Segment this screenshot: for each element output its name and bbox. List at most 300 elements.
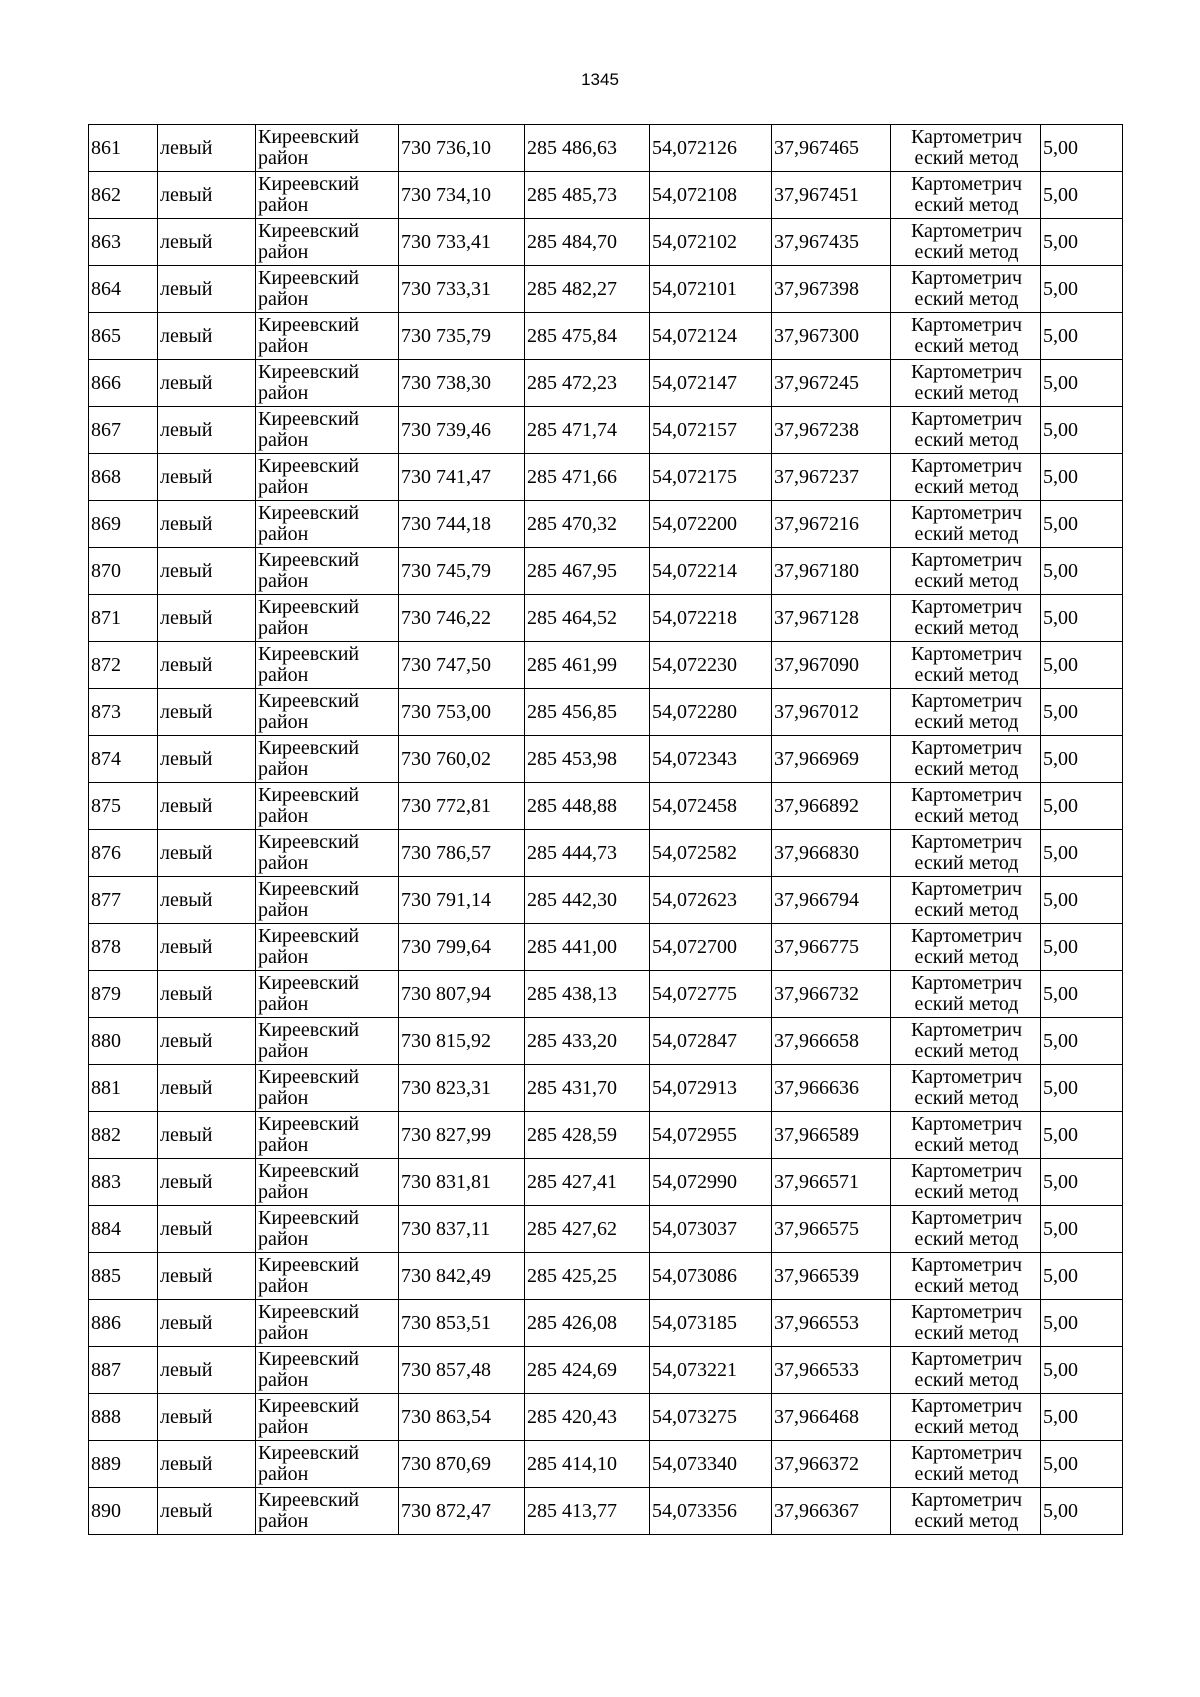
method-cell	[891, 1441, 1041, 1488]
method-line-1: Картометрич	[910, 737, 1023, 759]
method-cell	[891, 689, 1041, 736]
table-row	[89, 266, 1123, 313]
method-line-2: еский метод	[914, 241, 1019, 263]
district-line-1: Киреевский	[258, 502, 360, 524]
y-coordinate-cell: 285 427,62	[525, 1206, 650, 1253]
district-cell	[256, 313, 399, 360]
latitude-cell: 54,072343	[650, 736, 772, 783]
x-coordinate-cell: 730 744,18	[399, 501, 525, 548]
point-number-cell: 868	[89, 454, 158, 501]
point-number-cell: 865	[89, 313, 158, 360]
method-line-2: еский метод	[914, 758, 1019, 780]
x-coordinate-cell: 730 746,22	[399, 595, 525, 642]
method-cell	[891, 1112, 1041, 1159]
point-number-cell: 862	[89, 172, 158, 219]
district-line-2: район	[258, 1275, 309, 1297]
longitude-cell: 37,966775	[772, 924, 891, 971]
table-row	[89, 548, 1123, 595]
latitude-cell: 54,072847	[650, 1018, 772, 1065]
method-line-1: Картометрич	[910, 1489, 1023, 1511]
longitude-cell: 37,967435	[772, 219, 891, 266]
accuracy-cell: 5,00	[1041, 1441, 1123, 1488]
district-line-2: район	[258, 147, 309, 169]
latitude-cell: 54,072955	[650, 1112, 772, 1159]
latitude-cell: 54,073185	[650, 1300, 772, 1347]
district-line-2: район	[258, 946, 309, 968]
table-row	[89, 172, 1123, 219]
bank-side-cell: левый	[158, 689, 256, 736]
y-coordinate-cell: 285 441,00	[525, 924, 650, 971]
point-number-cell: 884	[89, 1206, 158, 1253]
x-coordinate-cell: 730 872,47	[399, 1488, 525, 1535]
district-line-1: Киреевский	[258, 173, 360, 195]
x-coordinate-cell: 730 827,99	[399, 1112, 525, 1159]
table-row	[89, 783, 1123, 830]
district-line-1: Киреевский	[258, 972, 360, 994]
y-coordinate-cell: 285 471,74	[525, 407, 650, 454]
district-line-1: Киреевский	[258, 1301, 360, 1323]
district-line-2: район	[258, 1510, 309, 1532]
district-line-1: Киреевский	[258, 1066, 360, 1088]
method-line-1: Картометрич	[910, 972, 1023, 994]
longitude-cell: 37,967238	[772, 407, 891, 454]
method-line-2: еский метод	[914, 335, 1019, 357]
district-line-2: район	[258, 523, 309, 545]
district-cell	[256, 1347, 399, 1394]
district-cell	[256, 1206, 399, 1253]
bank-side-cell: левый	[158, 1300, 256, 1347]
point-number-cell: 867	[89, 407, 158, 454]
bank-side-cell: левый	[158, 783, 256, 830]
method-line-2: еский метод	[914, 993, 1019, 1015]
method-cell	[891, 266, 1041, 313]
method-line-1: Картометрич	[910, 549, 1023, 571]
district-line-2: район	[258, 288, 309, 310]
table-row	[89, 1018, 1123, 1065]
district-cell	[256, 1253, 399, 1300]
point-number-cell: 878	[89, 924, 158, 971]
y-coordinate-cell: 285 428,59	[525, 1112, 650, 1159]
accuracy-cell: 5,00	[1041, 1253, 1123, 1300]
method-line-1: Картометрич	[910, 1395, 1023, 1417]
longitude-cell: 37,966468	[772, 1394, 891, 1441]
table-row	[89, 1253, 1123, 1300]
method-cell	[891, 1253, 1041, 1300]
district-line-2: район	[258, 1134, 309, 1156]
table-row	[89, 595, 1123, 642]
district-line-2: район	[258, 1181, 309, 1203]
x-coordinate-cell: 730 753,00	[399, 689, 525, 736]
district-cell	[256, 1488, 399, 1535]
method-cell	[891, 548, 1041, 595]
district-line-1: Киреевский	[258, 408, 360, 430]
accuracy-cell: 5,00	[1041, 501, 1123, 548]
method-line-2: еский метод	[914, 1416, 1019, 1438]
accuracy-cell: 5,00	[1041, 1206, 1123, 1253]
method-line-1: Картометрич	[910, 1113, 1023, 1135]
x-coordinate-cell: 730 823,31	[399, 1065, 525, 1112]
method-line-1: Картометрич	[910, 1348, 1023, 1370]
point-number-cell: 874	[89, 736, 158, 783]
district-cell	[256, 1441, 399, 1488]
coordinates-table	[88, 124, 1123, 1535]
district-line-2: район	[258, 993, 309, 1015]
longitude-cell: 37,967237	[772, 454, 891, 501]
table-row	[89, 1488, 1123, 1535]
method-line-2: еский метод	[914, 664, 1019, 686]
y-coordinate-cell: 285 472,23	[525, 360, 650, 407]
point-number-cell: 877	[89, 877, 158, 924]
method-line-1: Картометрич	[910, 1442, 1023, 1464]
bank-side-cell: левый	[158, 172, 256, 219]
x-coordinate-cell: 730 741,47	[399, 454, 525, 501]
x-coordinate-cell: 730 799,64	[399, 924, 525, 971]
district-cell	[256, 877, 399, 924]
district-line-1: Киреевский	[258, 455, 360, 477]
x-coordinate-cell: 730 745,79	[399, 548, 525, 595]
table-row	[89, 501, 1123, 548]
accuracy-cell: 5,00	[1041, 830, 1123, 877]
y-coordinate-cell: 285 486,63	[525, 125, 650, 172]
method-cell	[891, 830, 1041, 877]
district-line-2: район	[258, 1087, 309, 1109]
method-line-1: Картометрич	[910, 1066, 1023, 1088]
latitude-cell: 54,072175	[650, 454, 772, 501]
y-coordinate-cell: 285 444,73	[525, 830, 650, 877]
table-row	[89, 736, 1123, 783]
longitude-cell: 37,967090	[772, 642, 891, 689]
district-line-1: Киреевский	[258, 1207, 360, 1229]
district-line-2: район	[258, 1463, 309, 1485]
method-line-1: Картометрич	[910, 314, 1023, 336]
longitude-cell: 37,966575	[772, 1206, 891, 1253]
method-line-2: еский метод	[914, 523, 1019, 545]
district-line-1: Киреевский	[258, 549, 360, 571]
point-number-cell: 883	[89, 1159, 158, 1206]
point-number-cell: 875	[89, 783, 158, 830]
bank-side-cell: левый	[158, 595, 256, 642]
district-line-1: Киреевский	[258, 220, 360, 242]
bank-side-cell: левый	[158, 125, 256, 172]
bank-side-cell: левый	[158, 407, 256, 454]
method-cell	[891, 454, 1041, 501]
latitude-cell: 54,072157	[650, 407, 772, 454]
method-line-2: еский метод	[914, 1463, 1019, 1485]
method-line-2: еский метод	[914, 1322, 1019, 1344]
district-line-1: Киреевский	[258, 643, 360, 665]
bank-side-cell: левый	[158, 548, 256, 595]
y-coordinate-cell: 285 484,70	[525, 219, 650, 266]
bank-side-cell: левый	[158, 454, 256, 501]
table-row	[89, 313, 1123, 360]
accuracy-cell: 5,00	[1041, 877, 1123, 924]
bank-side-cell: левый	[158, 877, 256, 924]
latitude-cell: 54,072147	[650, 360, 772, 407]
latitude-cell: 54,072108	[650, 172, 772, 219]
latitude-cell: 54,073275	[650, 1394, 772, 1441]
longitude-cell: 37,966636	[772, 1065, 891, 1112]
table-row	[89, 407, 1123, 454]
y-coordinate-cell: 285 414,10	[525, 1441, 650, 1488]
table-row	[89, 1065, 1123, 1112]
latitude-cell: 54,072990	[650, 1159, 772, 1206]
method-cell	[891, 642, 1041, 689]
latitude-cell: 54,072200	[650, 501, 772, 548]
method-line-2: еский метод	[914, 852, 1019, 874]
x-coordinate-cell: 730 736,10	[399, 125, 525, 172]
accuracy-cell: 5,00	[1041, 360, 1123, 407]
y-coordinate-cell: 285 485,73	[525, 172, 650, 219]
district-cell	[256, 219, 399, 266]
district-line-2: район	[258, 429, 309, 451]
district-line-1: Киреевский	[258, 596, 360, 618]
bank-side-cell: левый	[158, 1441, 256, 1488]
bank-side-cell: левый	[158, 1347, 256, 1394]
longitude-cell: 37,966589	[772, 1112, 891, 1159]
district-line-2: район	[258, 1228, 309, 1250]
table-row	[89, 689, 1123, 736]
longitude-cell: 37,967465	[772, 125, 891, 172]
district-line-1: Киреевский	[258, 1160, 360, 1182]
y-coordinate-cell: 285 426,08	[525, 1300, 650, 1347]
table-row	[89, 454, 1123, 501]
accuracy-cell: 5,00	[1041, 1300, 1123, 1347]
accuracy-cell: 5,00	[1041, 454, 1123, 501]
y-coordinate-cell: 285 470,32	[525, 501, 650, 548]
method-cell	[891, 1159, 1041, 1206]
bank-side-cell: левый	[158, 219, 256, 266]
accuracy-cell: 5,00	[1041, 313, 1123, 360]
accuracy-cell: 5,00	[1041, 172, 1123, 219]
page-number: 1345	[581, 70, 619, 89]
district-line-1: Киреевский	[258, 690, 360, 712]
bank-side-cell: левый	[158, 501, 256, 548]
latitude-cell: 54,072102	[650, 219, 772, 266]
point-number-cell: 882	[89, 1112, 158, 1159]
method-cell	[891, 595, 1041, 642]
accuracy-cell: 5,00	[1041, 1065, 1123, 1112]
point-number-cell: 890	[89, 1488, 158, 1535]
district-cell	[256, 595, 399, 642]
latitude-cell: 54,072218	[650, 595, 772, 642]
method-cell	[891, 125, 1041, 172]
method-cell	[891, 1488, 1041, 1535]
method-cell	[891, 1065, 1041, 1112]
district-cell	[256, 783, 399, 830]
method-line-2: еский метод	[914, 1134, 1019, 1156]
bank-side-cell: левый	[158, 830, 256, 877]
district-line-2: район	[258, 899, 309, 921]
method-cell	[891, 877, 1041, 924]
district-line-2: район	[258, 664, 309, 686]
table-row	[89, 1300, 1123, 1347]
district-line-1: Киреевский	[258, 1442, 360, 1464]
table-row	[89, 1159, 1123, 1206]
district-cell	[256, 689, 399, 736]
district-cell	[256, 266, 399, 313]
accuracy-cell: 5,00	[1041, 595, 1123, 642]
latitude-cell: 54,072458	[650, 783, 772, 830]
method-line-1: Картометрич	[910, 596, 1023, 618]
method-line-2: еский метод	[914, 1040, 1019, 1062]
district-cell	[256, 642, 399, 689]
y-coordinate-cell: 285 475,84	[525, 313, 650, 360]
x-coordinate-cell: 730 863,54	[399, 1394, 525, 1441]
y-coordinate-cell: 285 471,66	[525, 454, 650, 501]
method-line-1: Картометрич	[910, 1301, 1023, 1323]
latitude-cell: 54,072623	[650, 877, 772, 924]
x-coordinate-cell: 730 747,50	[399, 642, 525, 689]
method-line-1: Картометрич	[910, 220, 1023, 242]
table-row	[89, 1112, 1123, 1159]
bank-side-cell: левый	[158, 1394, 256, 1441]
y-coordinate-cell: 285 433,20	[525, 1018, 650, 1065]
point-number-cell: 861	[89, 125, 158, 172]
table-row	[89, 877, 1123, 924]
method-line-1: Картометрич	[910, 455, 1023, 477]
x-coordinate-cell: 730 738,30	[399, 360, 525, 407]
method-cell	[891, 172, 1041, 219]
method-line-2: еский метод	[914, 899, 1019, 921]
method-line-1: Картометрич	[910, 126, 1023, 148]
point-number-cell: 870	[89, 548, 158, 595]
y-coordinate-cell: 285 442,30	[525, 877, 650, 924]
district-line-1: Киреевский	[258, 925, 360, 947]
longitude-cell: 37,967451	[772, 172, 891, 219]
longitude-cell: 37,966969	[772, 736, 891, 783]
bank-side-cell: левый	[158, 971, 256, 1018]
latitude-cell: 54,072280	[650, 689, 772, 736]
accuracy-cell: 5,00	[1041, 1347, 1123, 1394]
district-line-1: Киреевский	[258, 1348, 360, 1370]
district-line-1: Киреевский	[258, 1395, 360, 1417]
latitude-cell: 54,072582	[650, 830, 772, 877]
bank-side-cell: левый	[158, 1206, 256, 1253]
accuracy-cell: 5,00	[1041, 1159, 1123, 1206]
district-cell	[256, 172, 399, 219]
district-line-2: район	[258, 617, 309, 639]
latitude-cell: 54,073086	[650, 1253, 772, 1300]
method-line-2: еский метод	[914, 1087, 1019, 1109]
method-line-1: Картометрич	[910, 502, 1023, 524]
district-cell	[256, 1394, 399, 1441]
accuracy-cell: 5,00	[1041, 266, 1123, 313]
district-line-2: район	[258, 382, 309, 404]
y-coordinate-cell: 285 448,88	[525, 783, 650, 830]
method-line-2: еский метод	[914, 1510, 1019, 1532]
method-line-2: еский метод	[914, 147, 1019, 169]
x-coordinate-cell: 730 772,81	[399, 783, 525, 830]
bank-side-cell: левый	[158, 1018, 256, 1065]
point-number-cell: 881	[89, 1065, 158, 1112]
method-line-2: еский метод	[914, 1275, 1019, 1297]
latitude-cell: 54,073221	[650, 1347, 772, 1394]
district-cell	[256, 548, 399, 595]
bank-side-cell: левый	[158, 266, 256, 313]
method-line-1: Картометрич	[910, 1254, 1023, 1276]
district-cell	[256, 924, 399, 971]
point-number-cell: 869	[89, 501, 158, 548]
longitude-cell: 37,967300	[772, 313, 891, 360]
method-cell	[891, 219, 1041, 266]
district-cell	[256, 971, 399, 1018]
district-line-1: Киреевский	[258, 831, 360, 853]
point-number-cell: 873	[89, 689, 158, 736]
method-line-2: еский метод	[914, 570, 1019, 592]
point-number-cell: 880	[89, 1018, 158, 1065]
point-number-cell: 886	[89, 1300, 158, 1347]
x-coordinate-cell: 730 870,69	[399, 1441, 525, 1488]
longitude-cell: 37,966571	[772, 1159, 891, 1206]
method-line-2: еский метод	[914, 1181, 1019, 1203]
district-cell	[256, 1300, 399, 1347]
latitude-cell: 54,072700	[650, 924, 772, 971]
bank-side-cell: левый	[158, 736, 256, 783]
method-cell	[891, 924, 1041, 971]
district-line-1: Киреевский	[258, 878, 360, 900]
table-row	[89, 971, 1123, 1018]
longitude-cell: 37,967012	[772, 689, 891, 736]
x-coordinate-cell: 730 831,81	[399, 1159, 525, 1206]
longitude-cell: 37,966794	[772, 877, 891, 924]
y-coordinate-cell: 285 467,95	[525, 548, 650, 595]
method-cell	[891, 407, 1041, 454]
district-cell	[256, 1065, 399, 1112]
accuracy-cell: 5,00	[1041, 548, 1123, 595]
district-line-2: район	[258, 1416, 309, 1438]
method-line-1: Картометрич	[910, 1207, 1023, 1229]
method-line-2: еский метод	[914, 1228, 1019, 1250]
method-line-1: Картометрич	[910, 1019, 1023, 1041]
method-line-1: Картометрич	[910, 878, 1023, 900]
method-cell	[891, 971, 1041, 1018]
district-line-1: Киреевский	[258, 126, 360, 148]
method-line-2: еский метод	[914, 382, 1019, 404]
method-line-1: Картометрич	[910, 1160, 1023, 1182]
longitude-cell: 37,966533	[772, 1347, 891, 1394]
method-cell	[891, 1206, 1041, 1253]
longitude-cell: 37,967216	[772, 501, 891, 548]
district-line-2: район	[258, 570, 309, 592]
district-line-1: Киреевский	[258, 1489, 360, 1511]
latitude-cell: 54,073037	[650, 1206, 772, 1253]
district-cell	[256, 407, 399, 454]
bank-side-cell: левый	[158, 642, 256, 689]
district-cell	[256, 501, 399, 548]
latitude-cell: 54,073340	[650, 1441, 772, 1488]
bank-side-cell: левый	[158, 1065, 256, 1112]
method-cell	[891, 1347, 1041, 1394]
x-coordinate-cell: 730 853,51	[399, 1300, 525, 1347]
district-line-2: район	[258, 758, 309, 780]
point-number-cell: 887	[89, 1347, 158, 1394]
table-row	[89, 830, 1123, 877]
longitude-cell: 37,966658	[772, 1018, 891, 1065]
point-number-cell: 889	[89, 1441, 158, 1488]
latitude-cell: 54,072230	[650, 642, 772, 689]
latitude-cell: 54,072101	[650, 266, 772, 313]
y-coordinate-cell: 285 427,41	[525, 1159, 650, 1206]
accuracy-cell: 5,00	[1041, 642, 1123, 689]
method-line-2: еский метод	[914, 1369, 1019, 1391]
bank-side-cell: левый	[158, 1488, 256, 1535]
point-number-cell: 872	[89, 642, 158, 689]
district-line-1: Киреевский	[258, 267, 360, 289]
point-number-cell: 876	[89, 830, 158, 877]
district-line-2: район	[258, 194, 309, 216]
method-line-1: Картометрич	[910, 831, 1023, 853]
district-cell	[256, 1018, 399, 1065]
